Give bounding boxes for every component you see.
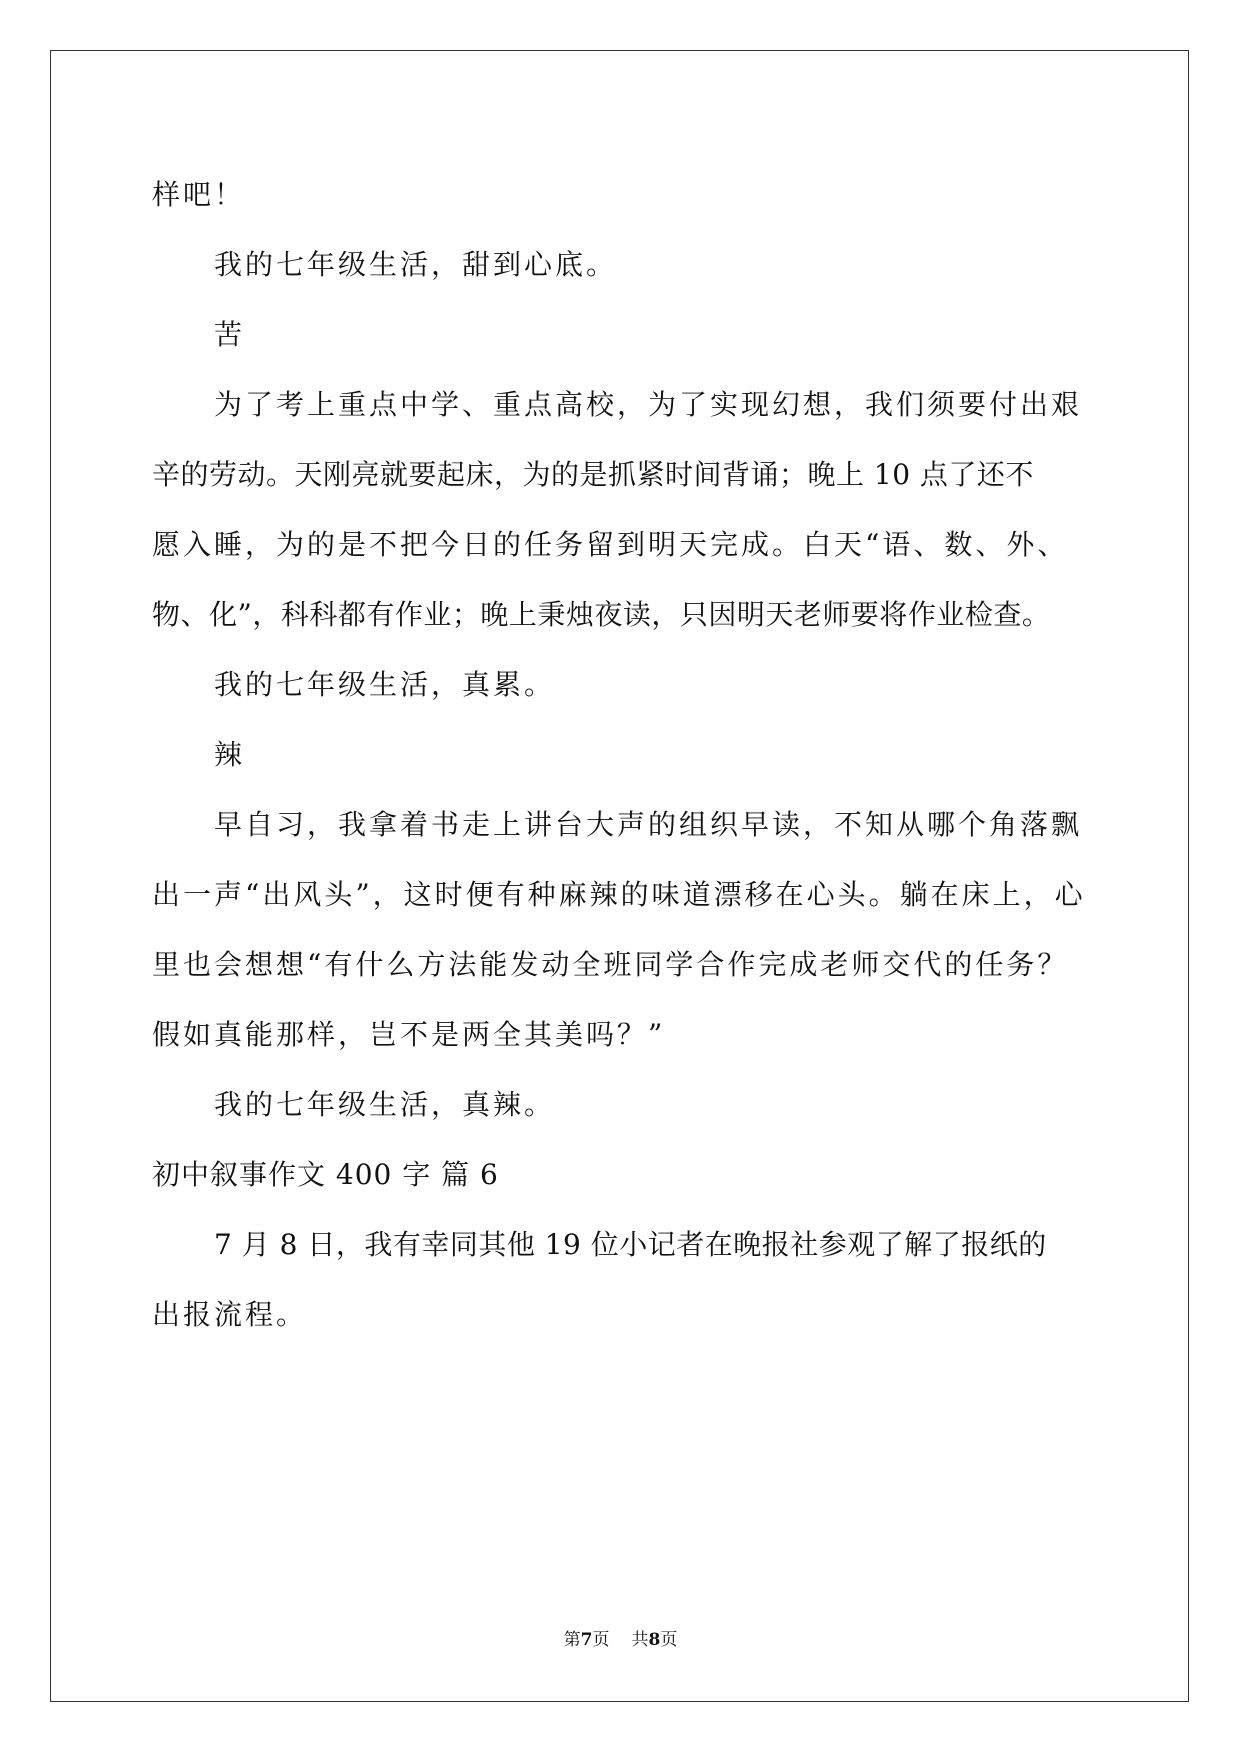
document-body <box>152 160 1088 1350</box>
section-label: 辣 <box>214 738 246 771</box>
page-number: 7 <box>580 1630 593 1650</box>
paragraph-line: 早自习，我拿着书走上讲台大声的组织早读，不知从哪个角落飘 <box>214 808 1083 841</box>
section-label: 苦 <box>214 318 246 351</box>
text-line: 假如真能那样，岂不是两全其美吗？” <box>152 1018 666 1051</box>
page-footer <box>0 1628 1241 1652</box>
text-line: 样吧！ <box>152 178 246 211</box>
paragraph-line: 为了考上重点中学、重点高校，为了实现幻想，我们须要付出艰 <box>214 388 1083 421</box>
paragraph-line: 7 月 8 日，我有幸同其他 19 位小记者在晚报社参观了解了报纸的 <box>214 1228 1047 1261</box>
page-suffix: 页 <box>592 1630 610 1650</box>
text-line: 里也会想想“有什么方法能发动全班同学合作完成老师交代的任务？ <box>152 948 1069 981</box>
section-heading: 初中叙事作文 400 字 篇 6 <box>152 1158 499 1191</box>
page-prefix: 第 <box>563 1630 581 1650</box>
text-line: 物、化”，科科都有作业；晚上秉烛夜读，只因明天老师要将作业检查。 <box>152 598 1051 631</box>
text-line: 辛的劳动。天刚亮就要起床，为的是抓紧时间背诵；晚上 10 点了还不 <box>152 458 1034 491</box>
total-pages: 8 <box>648 1630 661 1650</box>
text-line: 出报流程。 <box>152 1298 308 1331</box>
text-line: 出一声“出风头”，这时便有种麻辣的味道漂移在心头。躺在床上，心 <box>152 878 1086 911</box>
paragraph-line: 我的七年级生活，真辣。 <box>214 1088 556 1121</box>
paragraph-line: 我的七年级生活，甜到心底。 <box>214 248 618 281</box>
total-prefix: 共 <box>631 1630 649 1650</box>
total-suffix: 页 <box>660 1630 678 1650</box>
paragraph-line: 我的七年级生活，真累。 <box>214 668 556 701</box>
text-line: 愿入睡，为的是不把今日的任务留到明天完成。白天“语、数、外、 <box>152 528 1069 561</box>
